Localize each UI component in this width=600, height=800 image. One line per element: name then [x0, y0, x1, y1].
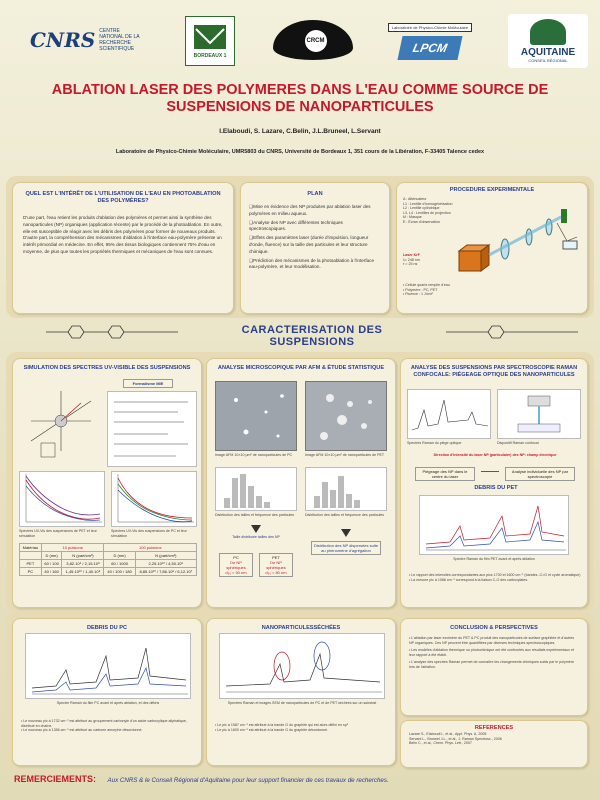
- simulation-table: Matériau 10 pulsions 100 pulsions D (nm) N (part/cm³) D (nm) N (part/cm³) PET 60 / 100 3,82.10⁹ / 2,15.10⁸ 60 / 1000 2,25.10¹⁰ / 4,50.10⁶ PC 40 / 160 1,45.10¹⁰ / 1,40.10⁸ 40 / 100 / 180 8,85.10¹⁰ / 7,86.10⁸ / 6,12.10⁷: [19, 543, 197, 576]
- hist-caption-pet: Distribution des tailles et fréquence des particules: [305, 513, 385, 517]
- caption-uv-pc: Spectres UV-Vis des suspensions de PC et leur simulation: [111, 529, 187, 538]
- pc-chip: PC De NP sphériques d₅₀ = 50 nm: [219, 553, 253, 577]
- raman-caption-a: Spectres Raman du piège optique: [407, 441, 462, 445]
- pet-formula: [442, 322, 582, 342]
- nano-seches-box: [206, 618, 396, 766]
- nano-spectrum: [219, 633, 385, 699]
- caption-uv-pet: Spectres UV-Vis des suspensions de PET et leur simulation: [19, 529, 97, 538]
- caracterisation-title: CARACTERISATION DES SUSPENSIONS: [241, 324, 383, 348]
- table-row: PC 40 / 160 1,45.10¹⁰ / 1,40.10⁸ 40 / 100 / 180 8,85.10¹⁰ / 7,86.10⁸ / 6,12.10⁷: [20, 568, 197, 576]
- uv-spectrum-pc: [111, 471, 197, 527]
- authors: I.Elaboudi, S. Lazare, C.Belin, J.L.Bruneel, L.Servant: [219, 128, 381, 135]
- references-list: Lazare S., Elaboudi I., et al., Appl. Phys. A, 2005 Servant L., Bruneel J.L., et al., J. Raman Spectrosc., 2006 Belin C., et al., Chem. Phys. Lett., 2007: [409, 732, 502, 746]
- scattering-diagram: [21, 381, 101, 461]
- interet-box: [12, 182, 234, 314]
- arrow-down-icon: [341, 529, 351, 537]
- aquitaine-sub: CONSEIL RÉGIONAL: [528, 58, 568, 63]
- afm-image-pet: [305, 381, 387, 451]
- crcm-eye-icon: [273, 20, 353, 60]
- simulation-box: [12, 358, 202, 608]
- pet-chip: PET De NP sphériques d₅₀ = 80 nm: [259, 553, 293, 577]
- raman-right-chip: Analyse individuelle des NP par spectroscopie: [505, 467, 575, 481]
- interet-title: QUEL EST L'INTÉRÊT DE L'UTILISATION DE L'EAU EN PHOTOABLATION DES POLYMÈRES?: [25, 191, 221, 204]
- cnrs-mark: CNRS: [30, 28, 96, 52]
- simulation-table-wrap: [19, 543, 197, 576]
- plan-item: ❑Effets des paramètres laser (durée d'impulsion, longueur d'onde, fluence) sur la taille des particules et leur structure chimique.: [249, 235, 369, 254]
- procedure-box: [396, 182, 588, 314]
- raman-left-chip: Piégeage des NP dans le centre du laser: [415, 467, 475, 481]
- logo-row: [10, 10, 590, 70]
- afm-box: [206, 358, 396, 608]
- pc-desc: De NP sphériques d₅₀ = 50 nm: [225, 560, 247, 575]
- debris-pet-title: DEBRIS DU PET: [474, 485, 518, 491]
- remerciements-text: Aux CNRS & le Conseil Régional d'Aquitaine pour leur support financier de ces travaux de recherches.: [107, 777, 389, 784]
- afm-image-pc: [215, 381, 297, 451]
- cell-icon: [563, 241, 577, 249]
- afm-title: ANALYSE MICROSCOPIQUE PAR AFM & ÉTUDE STATISTIQUE: [217, 365, 385, 371]
- histogram-pc: [215, 467, 297, 511]
- plan-title: PLAN: [307, 191, 323, 197]
- raman-notes: • Le rapport des intensités correspondantes aux pics 1730 et 1600 cm⁻¹ (bandes -C=O et cycle aromatique) • La mesure pic à 1086 cm⁻¹ correspond à la liaison C-O des carboxylates.: [409, 573, 581, 582]
- conclusion-box: [400, 618, 588, 716]
- raman-box: [400, 358, 588, 608]
- histogram-pet: [305, 467, 387, 511]
- references-box: [400, 720, 588, 768]
- conclusion-list: • L'ablation par laser excimère du PET & PC produit des nanoparticules de surface graphitée et d'autres NP organiques. Ces NP peuvent être quantifiées par diverses techniques spectroscopiques. • Les modèles d'ablation thermique ou photochimique ont été confrontés aux résultats expérimentaux et leur rapport a été établi. • L'analyse des spectres Raman permet de connaître les changements chimiques subis par le polymère lors de l'ablation.: [409, 636, 574, 669]
- pet-structure-icon: [442, 322, 582, 342]
- remerciements-label: REMERCIEMENTS:: [14, 774, 97, 784]
- bordeaux-logo: [185, 16, 235, 66]
- afm-bottom-chip: Distribution des NP dispersées suite au phénomène d'agrégation: [311, 541, 381, 555]
- lpcm-mark: LPCM: [397, 36, 462, 60]
- debris-pc-title: DEBRIS DU PC: [86, 625, 128, 631]
- screen-e: [561, 209, 567, 223]
- hist-caption-pc: Distribution des tailles et fréquence des particules: [215, 513, 295, 517]
- plan-item: ❑Analyse des NP avec différentes techniques spectroscopiques.: [249, 219, 343, 232]
- formula-row: [12, 320, 588, 352]
- debris-pc-box: [12, 618, 202, 766]
- raman-caption-b: Dispositif Raman confocal: [497, 441, 539, 445]
- procedure-title: PROCEDURE EXPERIMENTALE: [449, 187, 535, 193]
- nano-caption: Spectres Raman et images SEM de nanoparticules de PC et de PET séchées sur un substrat: [227, 701, 377, 705]
- plan-box: [240, 182, 390, 314]
- procedure-legend: A : Atténuateur L1 : Lentille d'homogénéisation L2 : Lentille cylindrique L3, L4 : Lentilles de projection M : Masque E : Écran d'observation: [403, 197, 453, 224]
- aquitaine-tree-icon: [530, 19, 566, 45]
- afm-caption-pet: Image AFM 10×10 μm² de nanoparticules de PET: [305, 453, 385, 457]
- simulation-title: SIMULATION DES SPECTRES UV-VISIBLE DES SUSPENSIONS: [23, 365, 191, 371]
- title-line-1: ABLATION LASER DES POLYMERES DANS L'EAU COMME SOURCE DE: [51, 82, 549, 98]
- debris-pc-caption: Spectre Raman du film PC avant et après ablation, et des débris: [56, 701, 160, 705]
- nano-notes: • Le pic à 1587 cm⁻¹ est attribué à la bande G du graphite qui est alors défini en sp² • Le pic à 1600 cm⁻¹ est attribué à la bande G du graphite désordonné.: [215, 723, 349, 732]
- cnrs-text: CENTRE NATIONAL DE LA RECHERCHE SCIENTIFIQUE: [99, 28, 140, 52]
- table-row: PET 60 / 100 3,82.10⁹ / 2,15.10⁸ 60 / 1000 2,25.10¹⁰ / 4,50.10⁶: [20, 560, 197, 568]
- afm-arrow-text: Taille distribuée tailles des NP: [232, 535, 280, 539]
- plan-item: ❑Mise en évidence des NP produites par ablation laser des polymères en milieu aqueux.: [249, 204, 371, 216]
- debris-pet-caption: Spectre Raman du film PET avant et après ablation: [453, 557, 535, 561]
- laser-label: Laser KrF: [403, 253, 420, 257]
- raman-title: ANALYSE DES SUSPENSIONS PAR SPECTROSCOPIE RAMAN CONFOCALE: PIÉGEAGE OPTIQUE DES NANOPARTICULES: [410, 365, 578, 378]
- arrow-down-icon: [251, 525, 261, 533]
- plan-list: [249, 204, 381, 271]
- uv-spectrum-pet: [19, 471, 105, 527]
- cnrs-logo: [30, 20, 140, 60]
- arrow-right-icon: [481, 471, 499, 477]
- interet-paragraph: D'une part, l'eau retient les produits d'ablation des polymères et permet ainsi la synthèse des nanoparticules (NP) organiques (application récente) par le procédé de la photoablation. En outre, elle est susceptible de réagir avec les débris des polymères pour former de nouveaux produits. D'autre part, la compréhension des mécanismes d'ablation à l'interface eau-polymère présente un intérêt primordial en médecine. En effet, 95% des tissus biologiques contiennent 75% d'eau en moyenne, de plus que toutes les propriétés thermiques et mécaniques de l'eau sont connues.: [23, 215, 223, 254]
- raman-setup-image: [497, 389, 581, 439]
- lpcm-logo: [385, 14, 475, 69]
- debris-pet-spectrum: [419, 495, 569, 555]
- laser-specs: λ= 248 nm τ = 25 ns: [403, 257, 420, 267]
- debris-pc-spectrum: [25, 633, 191, 699]
- formalisme-label: Formalisme MIE: [123, 379, 173, 388]
- plan-item: ❑Prédiction des mécanismes de la photoablation à l'interface eau-polymère, et leur modélisation.: [249, 257, 375, 270]
- pet-desc: De NP sphériques d₅₀ = 80 nm: [265, 560, 287, 575]
- pc-structure-icon: [42, 322, 182, 342]
- laser-label-block: [403, 253, 463, 267]
- mie-equations: [107, 391, 197, 467]
- conclusion-title: CONCLUSION & PERSPECTIVES: [450, 625, 538, 631]
- raman-trap-image: [407, 389, 491, 439]
- laser-box: [459, 251, 481, 271]
- aquitaine-name: AQUITAINE: [520, 47, 576, 58]
- afm-arrow-block: [215, 523, 297, 540]
- affiliation: Laboratoire de Physico-Chimie Moléculaire, UMR5803 du CNRS, Université de Bordeaux 1, 351 cours de la Libération, F-33405 Talence cedex: [115, 149, 485, 155]
- debris-pc-notes: • Le nouveau pic à 1732 cm⁻¹ est attribué au groupement carbonyle d'un acide carboxylique aliphatique, distribué en chaîne. • Le nouveau pic à 1356 cm⁻¹ est attribué au carbone amorphe désordonné.: [21, 719, 187, 733]
- raman-highlight: Direction d'intensité du laser NP (particulaire) des NP: champ électrique: [433, 453, 557, 457]
- bordeaux-shield-icon: [190, 21, 230, 61]
- bordeaux-text: BORDEAUX 1: [193, 53, 227, 59]
- afm-caption-pc: Image AFM 10×10 μm² de nanoparticules de PC: [215, 453, 293, 457]
- pc-formula: [42, 322, 182, 342]
- crcm-logo: [265, 14, 360, 66]
- lpcm-sub: Laboratoire de Physico-Chimie Moléculaire: [388, 23, 472, 32]
- nano-title: NANOPARTICULESSÉCHÉES: [261, 625, 341, 631]
- poster-title: [30, 82, 570, 116]
- remerciements: [14, 774, 594, 784]
- setup-diagram: [457, 197, 583, 287]
- title-line-2: SUSPENSIONS DE NANOPARTICULES: [166, 99, 434, 115]
- procedure-notes: • Cellule quartz remplie d'eau • Polymère : PC, PET • Fluence : 1 J/cm²: [403, 283, 450, 297]
- references-title: REFERENCES: [474, 725, 514, 731]
- crcm-text: CRCM: [305, 30, 327, 52]
- aquitaine-logo: [508, 14, 588, 68]
